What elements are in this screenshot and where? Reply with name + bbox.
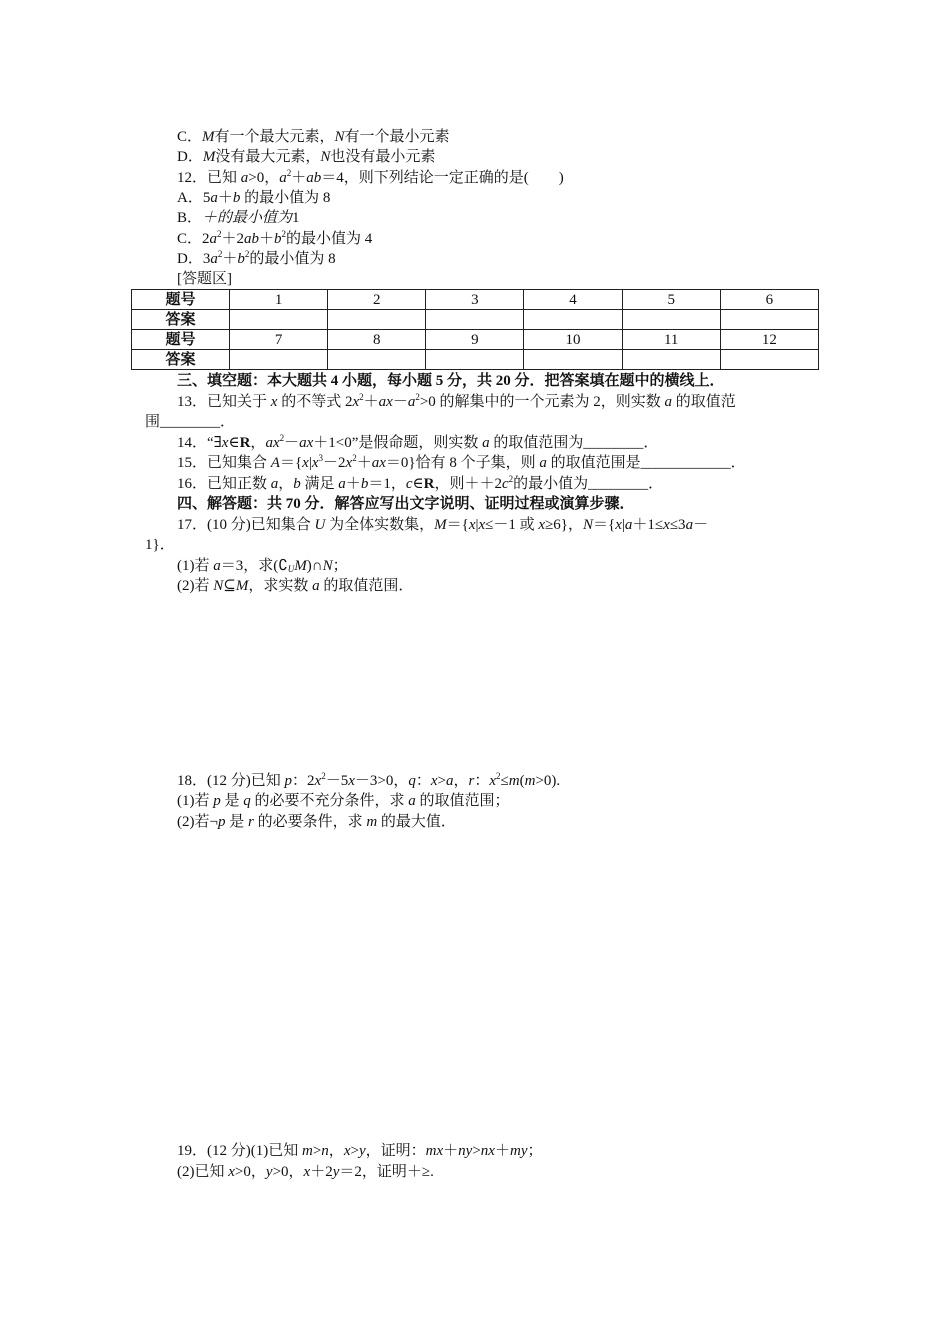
- table-header-cell: 题号: [132, 330, 230, 350]
- table-header-cell: 题号: [132, 290, 230, 310]
- section-4-heading: 四、解答题：共 70 分．解答应写出文字说明、证明过程或演算步骤．: [177, 496, 635, 512]
- question-number-cell: 8: [328, 330, 426, 350]
- question-number-cell: 4: [524, 290, 622, 310]
- q18-stem: 18．(12 分)已知 p：$2x^2-5x-3>0$，q：x>a，r：$x^2\le m(m>0)$.: [177, 771, 561, 789]
- question-number-cell: 7: [230, 330, 328, 350]
- answer-input-cell[interactable]: [720, 350, 818, 370]
- table-row: [132, 310, 819, 330]
- question-number-cell: 1: [230, 290, 328, 310]
- table-answer-label-cell: 答案: [132, 310, 230, 330]
- q17-line-2: 1}．: [145, 537, 175, 553]
- q19-part-2: (2)已知 x>0，y>0，x＋2y＝2，证明＋≥.: [177, 1164, 434, 1180]
- q12-option-c: C．$2a^2+2ab+b^2$的最小值为 4: [177, 229, 373, 247]
- table-row: [132, 350, 819, 370]
- answer-input-cell[interactable]: [426, 350, 524, 370]
- q12-option-d: D．$3a^2+b^2$的最小值为 8: [177, 249, 336, 267]
- section-3-heading: 三、填空题：本大题共 4 小题，每小题 5 分，共 20 分．把答案填在题中的横线上．: [177, 373, 725, 389]
- q12-option-b: B．＋的最小值为1: [177, 210, 300, 226]
- q13-line-2: 围________．: [145, 414, 236, 430]
- q17-line-1: 17．(10 分)已知集合 U 为全体实数集，M＝{x|x≤－1 或 x≥6}，N＝{x|a＋1≤x≤3a－: [177, 517, 709, 533]
- q18-part-2: (2)若¬p 是 r 的必要条件，求 m 的最大值．: [177, 814, 456, 830]
- table-row: [132, 290, 819, 310]
- answer-input-cell[interactable]: [524, 310, 622, 330]
- question-number-cell: 5: [622, 290, 720, 310]
- answer-input-cell[interactable]: [524, 350, 622, 370]
- question-number-cell: 10: [524, 330, 622, 350]
- question-number-cell: 3: [426, 290, 524, 310]
- q17-part-2: (2)若 N⊆M，求实数 a 的取值范围．: [177, 578, 414, 594]
- answer-input-cell[interactable]: [230, 350, 328, 370]
- answer-input-cell[interactable]: [230, 310, 328, 330]
- table-answer-label-cell: 答案: [132, 350, 230, 370]
- answer-table: [131, 289, 819, 370]
- question-number-cell: 11: [622, 330, 720, 350]
- answer-input-cell[interactable]: [622, 310, 720, 330]
- question-number-cell: 12: [720, 330, 818, 350]
- q11-option-c: C．M有一个最大元素，N有一个最小元素: [177, 129, 450, 145]
- answer-input-cell[interactable]: [622, 350, 720, 370]
- q15: 15．已知集合 $A=\{x|x^3-2x^2+ax=0\}$恰有 8 个子集，则 a 的取值范围是____________．: [177, 453, 746, 471]
- table-row: [132, 330, 819, 350]
- q12-stem: 12．已知 a>0，$a^2+ab=4$，则下列结论一定正确的是( ): [177, 168, 564, 186]
- q17-part-1: (1)若 a＝3，求$(∁_UM)\cap N$；: [177, 558, 348, 574]
- answer-input-cell[interactable]: [328, 310, 426, 330]
- answer-area-label: [答题区]: [177, 271, 232, 287]
- answer-input-cell[interactable]: [328, 350, 426, 370]
- q16: 16．已知正数 a，b 满足 a＋b＝1，c∈R，则$++2c^2$的最小值为________．: [177, 474, 664, 492]
- q19-part-1: 19．(12 分)(1)已知 m>n，x>y，证明：mx＋ny>nx＋my；: [177, 1143, 543, 1159]
- q14: 14．“∃x∈R，$ax^2-ax+1<0$”是假命题，则实数 a 的取值范围为________．: [177, 433, 659, 451]
- question-number-cell: 2: [328, 290, 426, 310]
- answer-input-cell[interactable]: [426, 310, 524, 330]
- q12-option-a: A．5a＋b 的最小值为 8: [177, 190, 331, 206]
- q13-line-1: 13．已知关于 x 的不等式 $2x^2+ax-a^2>0$ 的解集中的一个元素为 2，则实数 a 的取值范: [177, 392, 736, 410]
- q11-option-d: D．M没有最大元素，N也没有最小元素: [177, 149, 436, 165]
- answer-input-cell[interactable]: [720, 310, 818, 330]
- question-number-cell: 6: [720, 290, 818, 310]
- question-number-cell: 9: [426, 330, 524, 350]
- q18-part-1: (1)若 p 是 q 的必要不充分条件，求 a 的取值范围；: [177, 793, 510, 809]
